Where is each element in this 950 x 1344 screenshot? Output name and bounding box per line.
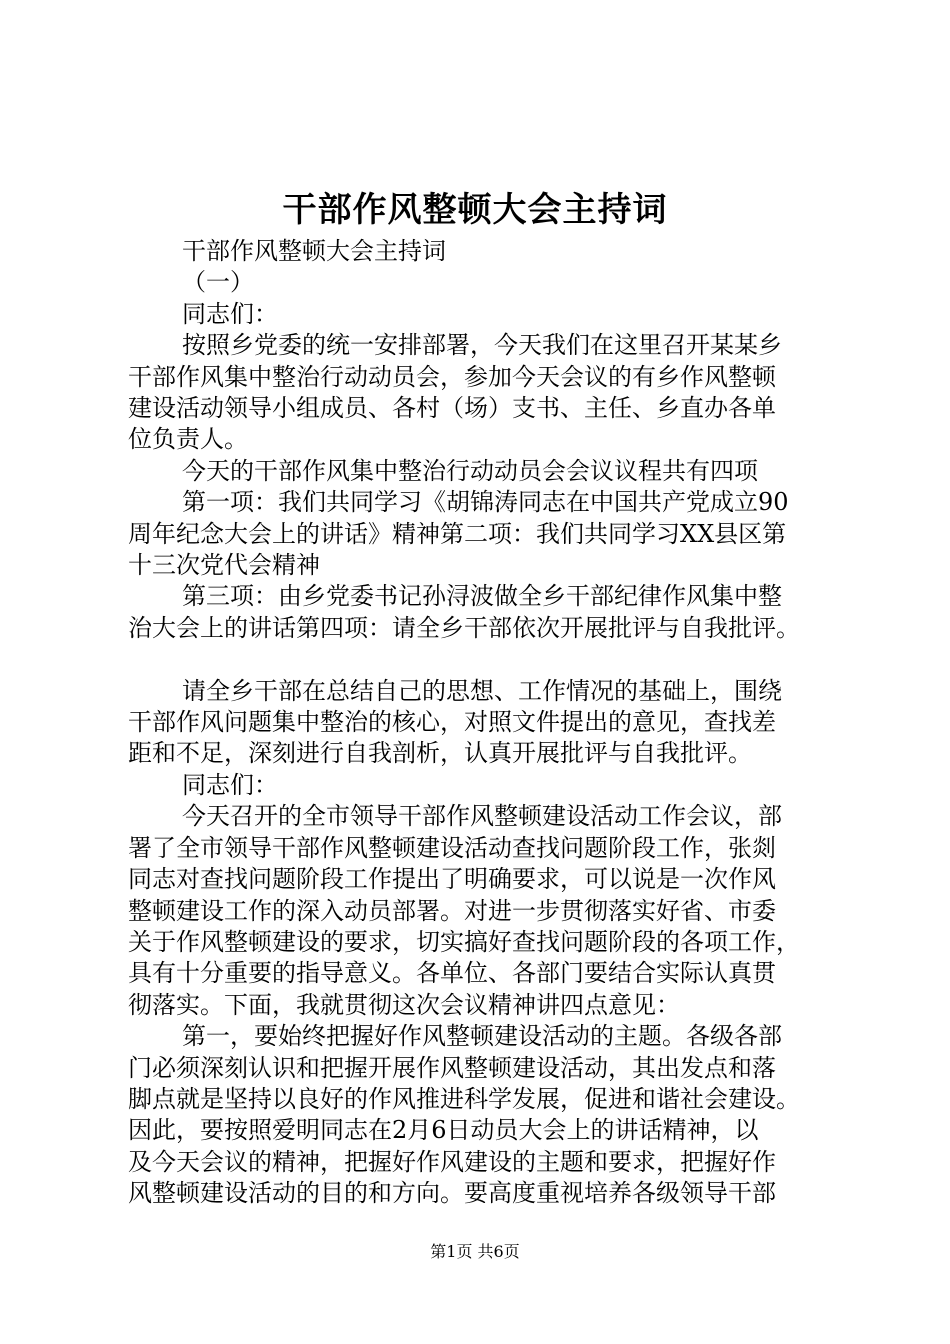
paragraph-gap [128, 644, 858, 675]
paragraph-line: 整顿建设工作的深入动员部署。对进一步贯彻落实好省、市委 [128, 896, 776, 925]
paragraph-line: 署了全市领导干部作风整顿建设活动查找问题阶段工作，张剡 [128, 833, 776, 862]
salutation-line: 同志们： [182, 770, 278, 799]
paragraph-line: 今天召开的全市领导干部作风整顿建设活动工作会议，部 [182, 802, 782, 831]
paragraph-line: 门必须深刻认识和把握开展作风整顿建设活动，其出发点和落 [128, 1053, 776, 1082]
page-number-footer: 第1页 共6页 [430, 1242, 520, 1261]
document-title: 干部作风整顿大会主持词 [282, 190, 668, 230]
section-number-line: （一） [182, 268, 254, 297]
subtitle-line: 干部作风整顿大会主持词 [182, 237, 446, 265]
paragraph-line: 位负责人。 [128, 425, 248, 454]
paragraph-line: 干部作风问题集中整治的核心，对照文件提出的意见，查找差 [128, 708, 776, 737]
paragraph-line: 周年纪念大会上的讲话》精神第二项：我们共同学习XX县区第 [128, 519, 787, 548]
paragraph-line: 风整顿建设活动的目的和方向。要高度重视培养各级领导干部 [128, 1179, 776, 1208]
paragraph-line: 具有十分重要的指导意义。各单位、各部门要结合实际认真贯 [128, 959, 776, 988]
paragraph-line: 干部作风集中整治行动动员会，参加今天会议的有乡作风整顿 [128, 362, 776, 391]
document-body [128, 236, 858, 1210]
paragraph-line: 关于作风整顿建设的要求，切实搞好查找问题阶段的各项工作， [128, 927, 800, 956]
paragraph-line: 第一项：我们共同学习《胡锦涛同志在中国共产党成立90 [182, 488, 789, 517]
paragraph-line: 第一，要始终把握好作风整顿建设活动的主题。各级各部 [182, 1022, 782, 1051]
paragraph-line: 十三次党代会精神 [128, 551, 320, 580]
paragraph-line: 建设活动领导小组成员、各村（场）支书、主任、乡直办各单 [128, 394, 776, 423]
paragraph-line: 脚点就是坚持以良好的作风推进科学发展，促进和谐社会建设。 [128, 1084, 800, 1113]
paragraph-line: 第三项：由乡党委书记孙浔波做全乡干部纪律作风集中整 [182, 582, 782, 611]
paragraph-line: 今天的干部作风集中整治行动动员会会议议程共有四项 [182, 456, 758, 485]
paragraph-line: 因此，要按照爱明同志在2月6日动员大会上的讲话精神，以 [128, 1116, 759, 1145]
paragraph-line: 彻落实。下面，我就贯彻这次会议精神讲四点意见： [128, 990, 680, 1019]
paragraph-line: 按照乡党委的统一安排部署，今天我们在这里召开某某乡 [182, 331, 782, 360]
paragraph-line: 及今天会议的精神，把握好作风建设的主题和要求，把握好作 [128, 1147, 776, 1176]
salutation-line: 同志们： [182, 299, 278, 328]
paragraph-line: 同志对查找问题阶段工作提出了明确要求，可以说是一次作风 [128, 865, 776, 894]
paragraph-line: 治大会上的讲话第四项：请全乡干部依次开展批评与自我批评。 [128, 613, 800, 642]
paragraph-line: 请全乡干部在总结自己的思想、工作情况的基础上，围绕 [182, 676, 782, 705]
paragraph-line: 距和不足，深刻进行自我剖析，认真开展批评与自我批评。 [128, 739, 752, 768]
